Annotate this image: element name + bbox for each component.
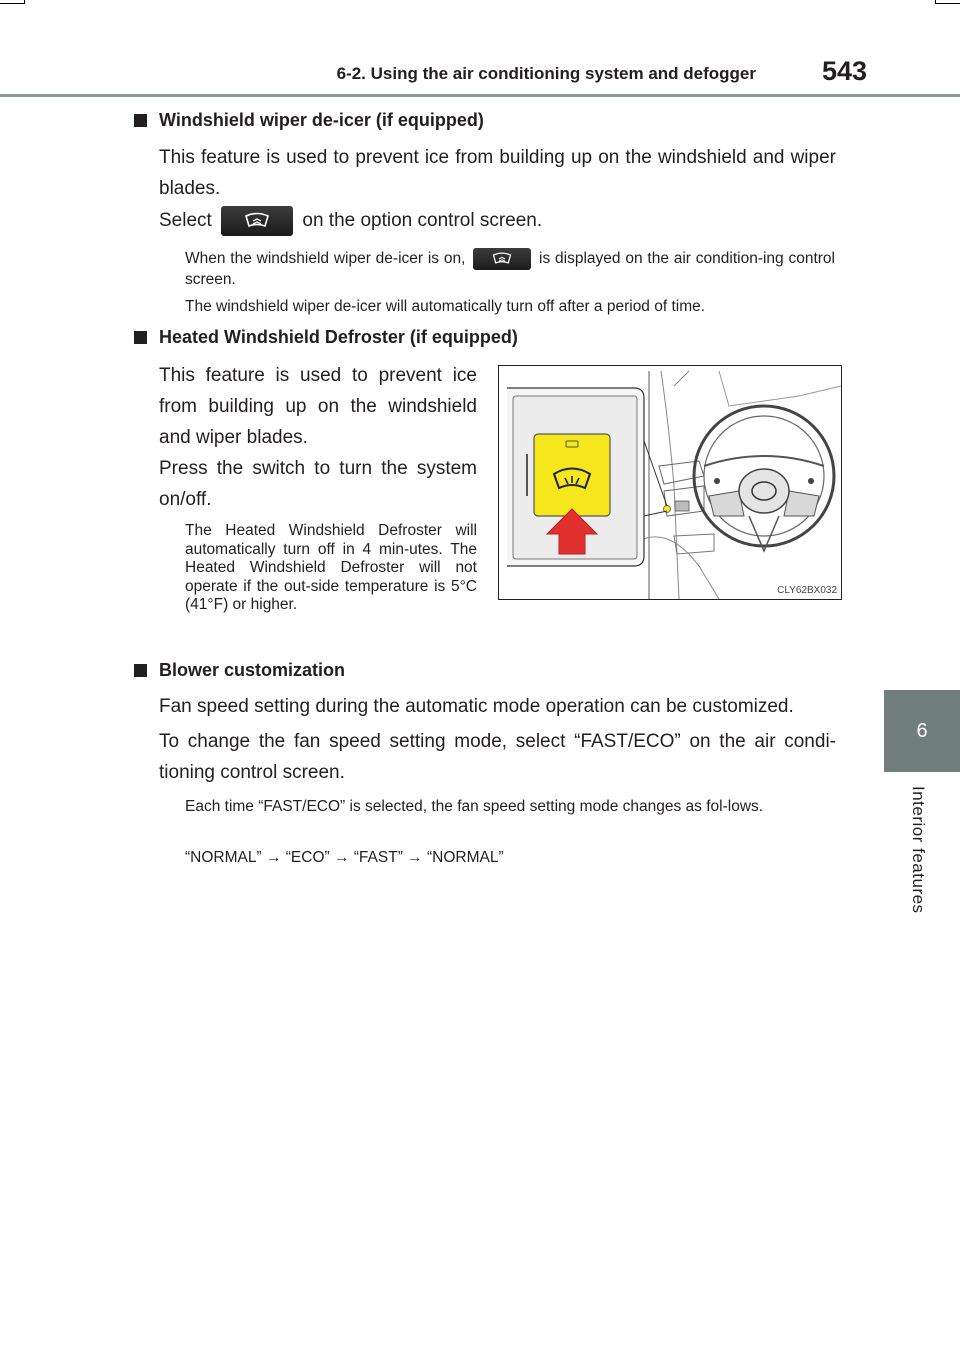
wiper-deicer-icon	[221, 206, 293, 236]
heading-bullet	[134, 664, 147, 677]
wiper-deicer-note-1	[185, 248, 835, 290]
blower-note-1: Each time “FAST/ECO” is selected, the fan speed setting mode changes as fol-lows.	[185, 798, 764, 815]
heated-defroster-body: This feature is used to prevent ice from building up on the windshield and wiper blades.	[159, 365, 477, 448]
heading-text: Blower customization	[159, 660, 346, 680]
select-text-after: on the option control screen.	[302, 210, 543, 231]
note1-text-before: When the windshield wiper de-icer is on,	[185, 250, 466, 268]
heated-defroster-instruction: Press the switch to turn the system on/off.	[159, 458, 477, 510]
blower-body-2: To change the fan speed setting mode, select “FAST/ECO” on the air condi-tioning control screen.	[159, 731, 836, 783]
page-number: 543	[822, 56, 868, 86]
heading-text: Windshield wiper de-icer (if equipped)	[159, 110, 484, 130]
dashboard-illustration	[498, 365, 842, 600]
heading-wiper-deicer	[134, 110, 484, 131]
heading-blower	[134, 660, 345, 681]
heading-bullet	[134, 331, 147, 344]
wiper-deicer-body: This feature is used to prevent ice from building up on the windshield and wiper blades.	[159, 147, 836, 199]
blower-body-1: Fan speed setting during the automatic mode operation can be customized.	[159, 696, 794, 717]
chapter-number: 6	[916, 719, 928, 742]
heading-heated-defroster	[134, 327, 518, 348]
wiper-deicer-select	[159, 205, 836, 236]
section-title: 6-2. Using the air conditioning system and defogger	[336, 64, 756, 83]
wiper-deicer-indicator-icon	[473, 248, 531, 270]
page-header	[0, 0, 960, 100]
note1-text-after: is displayed on the air condition-ing control screen.	[185, 250, 835, 288]
header-rule	[0, 94, 960, 97]
chapter-label: Interior features	[909, 786, 928, 914]
heading-bullet	[134, 114, 147, 127]
select-text-before: Select	[159, 210, 212, 231]
heated-defroster-note: The Heated Windshield Defroster will automatically turn off in 4 min-utes. The Heated Windshield Defroster will not operate if the out-side temperature is 5°C (41°F) or higher.	[185, 522, 477, 613]
dashboard-drawing	[499, 366, 841, 599]
blower-sequence: “NORMAL” → “ECO” → “FAST” → “NORMAL”	[185, 849, 504, 866]
chapter-tab[interactable]	[884, 690, 960, 772]
figure-code: CLY62BX032	[777, 585, 837, 596]
wiper-deicer-note-2: The windshield wiper de-icer will automatically turn off after a period of time.	[185, 298, 706, 315]
heading-text: Heated Windshield Defroster (if equipped)	[159, 327, 518, 347]
